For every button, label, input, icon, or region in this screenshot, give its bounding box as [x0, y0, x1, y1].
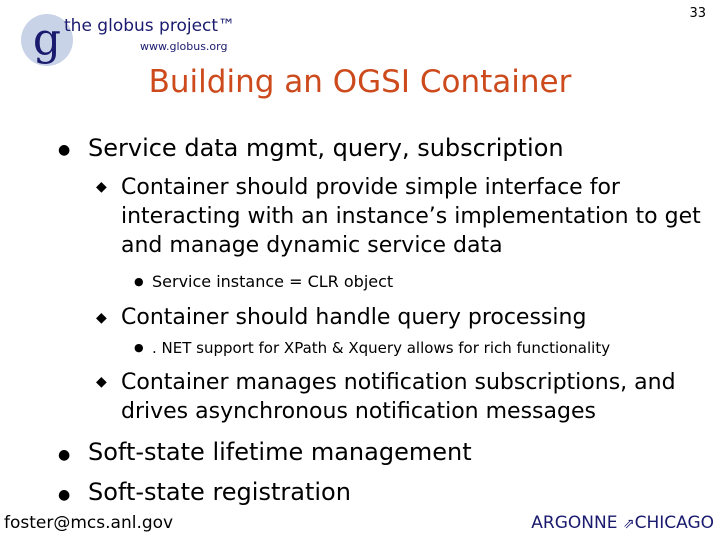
bullet-dot-icon: ● — [134, 341, 144, 354]
bullet-notification: Container manages notification subscriptions, and drives asynchronous notification messages — [121, 370, 676, 424]
bullet-soft-state-lifetime: Soft-state lifetime management — [88, 438, 472, 466]
footer-org — [531, 513, 714, 533]
bullet-dot-icon: ● — [58, 447, 71, 463]
org-arrow-icon: ⇗ — [622, 516, 635, 532]
bullet-diamond-icon: ◆ — [96, 310, 107, 326]
footer-email: foster@mcs.anl.gov — [4, 513, 174, 533]
logo-name: the globus project™ — [64, 16, 236, 36]
slide-title: Building an OGSI Container — [148, 64, 572, 100]
bullet-dot-icon: ● — [58, 487, 71, 503]
bullet-dot-icon: ● — [58, 142, 71, 158]
org-chicago: CHICAGO — [634, 513, 714, 533]
bullet-query-processing: Container should handle query processing — [121, 305, 587, 330]
bullet-simple-interface: Container should provide simple interface for interacting with an instance’s implementation to get and manage dynamic service data — [121, 175, 701, 258]
bullet-dot-icon: ● — [134, 275, 144, 288]
bullet-net-xpath: . NET support for XPath & Xquery allows for rich functionality — [152, 339, 611, 357]
logo-url: www.globus.org — [140, 40, 228, 53]
bullet-diamond-icon: ◆ — [96, 179, 107, 195]
bullet-diamond-icon: ◆ — [96, 374, 107, 390]
svg-text:g: g — [32, 14, 62, 65]
org-argonne: ARGONNE — [531, 513, 618, 533]
bullet-soft-state-registration: Soft-state registration — [88, 478, 351, 506]
slide-number: 33 — [689, 6, 706, 21]
bullet-clr-object: Service instance = CLR object — [152, 272, 394, 291]
bullet-service-data: Service data mgmt, query, subscription — [88, 134, 564, 162]
globus-logo — [18, 10, 248, 70]
